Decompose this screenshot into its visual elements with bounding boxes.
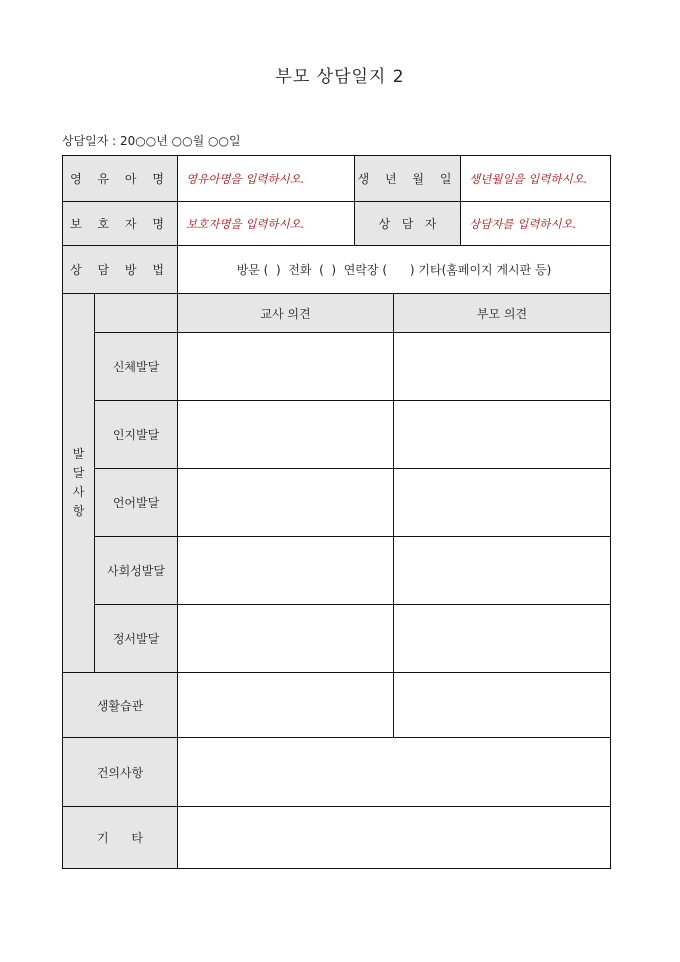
child-name-field[interactable]: 영유아명을 입력하시오.: [178, 156, 355, 202]
suggestions-cell[interactable]: [178, 738, 611, 807]
teacher-opinion-cell[interactable]: [178, 401, 394, 469]
birth-date-field[interactable]: 생년월일을 입력하시오.: [461, 156, 611, 202]
teacher-opinion-header: 교사 의견: [178, 294, 394, 333]
section-char: 발: [72, 447, 85, 461]
counsel-form: [62, 155, 611, 869]
section-char: 사: [72, 485, 85, 499]
counselor-field[interactable]: 상담자를 입력하시오.: [461, 202, 611, 246]
teacher-opinion-cell[interactable]: [178, 537, 394, 605]
header-blank-cell: [95, 294, 178, 333]
page-title: 부모 상담일지 2: [275, 67, 405, 87]
child-name-label: 영 유 아 명: [63, 156, 178, 202]
social-development-label: 사회성발달: [95, 537, 178, 605]
teacher-opinion-cell[interactable]: [178, 333, 394, 401]
physical-development-label: 신체발달: [95, 333, 178, 401]
counsel-date: 상담일자 : 20○○년 ○○월 ○○일: [62, 134, 241, 148]
development-section-label: [63, 294, 95, 673]
suggestions-label: 건의사항: [63, 738, 178, 807]
cognitive-development-label: 인지발달: [95, 401, 178, 469]
counselor-label: 상 담 자: [355, 202, 461, 246]
parent-opinion-cell[interactable]: [394, 469, 611, 537]
etc-label: 기 타: [63, 807, 178, 869]
teacher-opinion-cell[interactable]: [178, 605, 394, 673]
parent-habits-cell[interactable]: [394, 673, 611, 738]
parent-opinion-cell[interactable]: [394, 537, 611, 605]
language-development-label: 언어발달: [95, 469, 178, 537]
section-char: 달: [72, 466, 85, 480]
teacher-habits-cell[interactable]: [178, 673, 394, 738]
parent-opinion-cell[interactable]: [394, 333, 611, 401]
parent-opinion-cell[interactable]: [394, 605, 611, 673]
method-label: 상 담 방 법: [63, 246, 178, 294]
parent-opinion-cell[interactable]: [394, 401, 611, 469]
parent-opinion-header: 부모 의견: [394, 294, 611, 333]
emotional-development-label: 정서발달: [95, 605, 178, 673]
guardian-name-label: 보 호 자 명: [63, 202, 178, 246]
guardian-name-field[interactable]: 보호자명을 입력하시오.: [178, 202, 355, 246]
section-char: 항: [72, 504, 85, 518]
daily-habits-label: 생활습관: [63, 673, 178, 738]
etc-cell[interactable]: [178, 807, 611, 869]
teacher-opinion-cell[interactable]: [178, 469, 394, 537]
method-options[interactable]: 방문 ( ) 전화 ( ) 연락장 ( ) 기타(홈페이지 게시판 등): [178, 246, 611, 294]
birth-date-label: 생 년 월 일: [355, 156, 461, 202]
